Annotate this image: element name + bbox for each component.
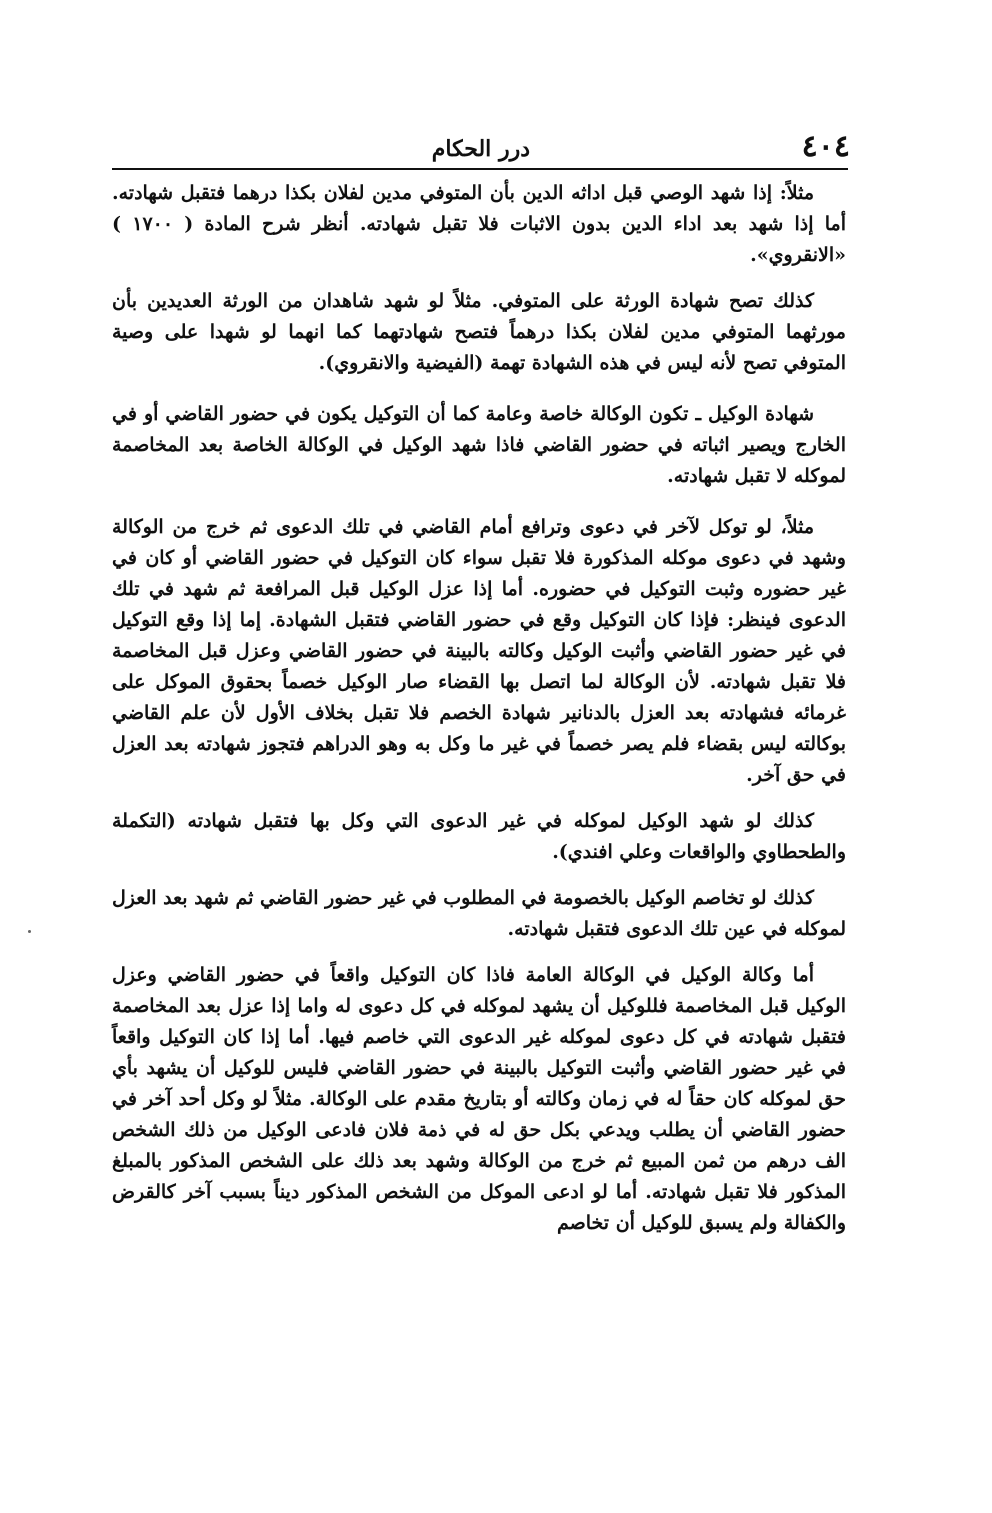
- paragraph: كذلك لو شهد الوكيل لموكله في غير الدعوى التي وكل بها فتقبل شهادته (التكملة والطحطاوي والواقعات وعلي افندي).: [112, 810, 846, 863]
- body-text: [112, 178, 846, 1254]
- page-header: [112, 128, 850, 168]
- running-title: درر الحكام: [431, 136, 530, 162]
- paragraph: مثلاً، لو توكل لآخر في دعوى وترافع أمام القاضي في تلك الدعوى ثم خرج من الوكالة وشهد في دعوى موكله المذكورة فلا تقبل سواء كان التوكيل في حضور القاضي أو كان في غير حضوره وثبت التوكيل في حضوره. أما إذا عزل الوكيل قبل المرافعة ثم شهد في تلك الدعوى فينظر: فإذا كان التوكيل وقع في حضور القاضي فتقبل الشهادة. إما إذا وقع التوكيل في غير حضور القاضي وأثبت الوكيل وكالته بالبينة في حضور القاضي وعزل قبل المخاصمة فلا تقبل شهادته. لأن الوكالة لما اتصل بها القضاء صار الوكيل خصماً بحقوق الموكل على غرمائه فشهادته بعد العزل بالدنانير شهادة الخصم فلا تقبل بخلاف الأول لأن علم القاضي بوكالته ليس بقضاء فلم يصر خصماً في غير ما وكل به وهو الدراهم فتجوز شهادته بعد العزل في حق آخر.: [112, 516, 846, 786]
- paragraph: كذلك لو تخاصم الوكيل بالخصومة في المطلوب في غير حضور القاضي ثم شهد بعد العزل لموكله في عين تلك الدعوى فتقبل شهادته.: [112, 887, 846, 940]
- paragraph: شهادة الوكيل ـ تكون الوكالة خاصة وعامة كما أن التوكيل يكون في حضور القاضي أو في الخارج ويصير اثباته في حضور القاضي فاذا شهد الوكيل في الوكالة الخاصة بعد المخاصمة لموكله لا تقبل شهادته.: [112, 403, 846, 487]
- scan-speck: [28, 930, 31, 933]
- paragraph: مثلاً: إذا شهد الوصي قبل اداثه الدين بأن المتوفي مدين لفلان بكذا درهما فتقبل شهادته. أما إذا شهد بعد اداء الدين بدون الاثبات فلا تقبل شهادته. أنظر شرح المادة ( ١٧٠٠ ) «الانقروي».: [112, 182, 846, 266]
- paragraph: كذلك تصح شهادة الورثة على المتوفي. مثلاً لو شهد شاهدان من الورثة العديدين بأن مورثهما المتوفي مدين لفلان بكذا درهماً فتصح شهادتهما كما انهما لو شهدا على وصية المتوفي تصح لأنه ليس في هذه الشهادة تهمة (الفيضية والانقروي).: [112, 290, 846, 374]
- page-number: ٤٠٤: [801, 129, 850, 164]
- header-divider: [112, 168, 848, 170]
- paragraph: أما وكالة الوكيل في الوكالة العامة فاذا كان التوكيل واقعاً في حضور القاضي وعزل الوكيل قبل المخاصمة فللوكيل أن يشهد لموكله في كل دعوى له واما إذا عزل بعد المخاصمة فتقبل شهادته في كل دعوى لموكله غير الدعوى التي خاصم فيها. أما إذا كان التوكيل واقعاً في غير حضور القاضي وأثبت التوكيل بالبينة في حضور القاضي فليس للوكيل أن يشهد بأي حق لموكله كان حقاً له في زمان وكالته أو بتاريخ مقدم على الوكالة. مثلاً لو وكل أحد آخر في حضور القاضي أن يطلب ويدعي بكل حق له في ذمة فلان فادعى الوكيل من ذلك الشخص الف درهم من ثمن المبيع ثم خرج من الوكالة وشهد بعد ذلك على الشخص المذكور بالمبلغ المذكور فلا تقبل شهادته. أما لو ادعى الموكل من الشخص المذكور ديناً بسبب آخر كالقرض والكفالة ولم يسبق للوكيل أن تخاصم: [112, 964, 847, 1234]
